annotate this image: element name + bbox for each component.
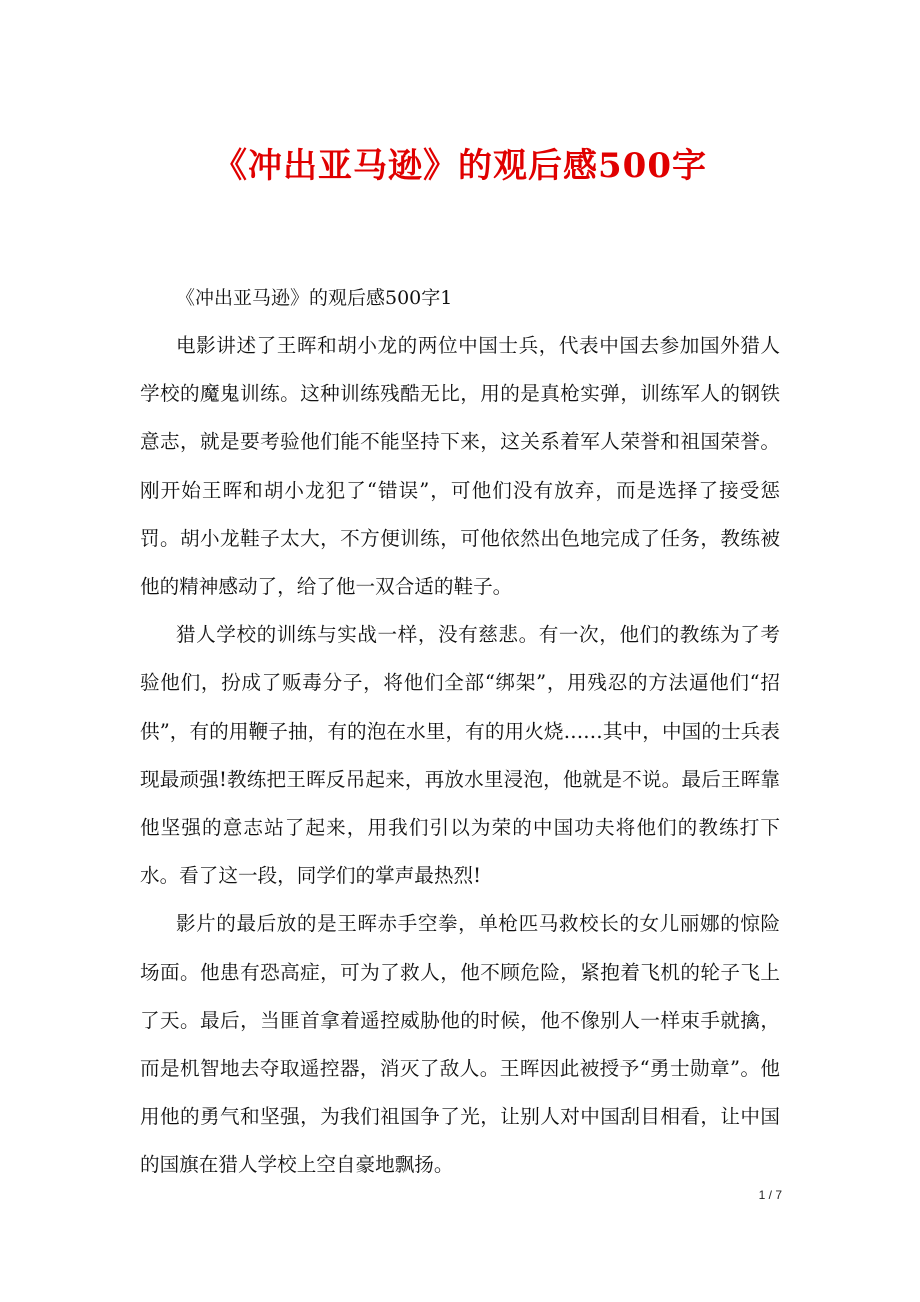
- document-body: [140, 274, 780, 1190]
- page-number: 1 / 7: [758, 1188, 782, 1202]
- page-title: 《冲出亚马逊》的观后感500字: [213, 146, 707, 186]
- paragraph-3: 影片的最后放的是王晖赤手空拳，单枪匹马救校长的女儿丽娜的惊险场面。他患有恐高症，可为了救人，他不顾危险，紧抱着飞机的轮子飞上了天。最后，当匪首拿着遥控威胁他的时候，他不像别人一样束手就擒，而是机智地去夺取遥控器，消灭了敌人。王晖因此被授予“勇士勋章”。他用他的勇气和坚强，为我们祖国争了光，让别人对中国刮目相看，让中国的国旗在猎人学校上空自豪地飘扬。: [140, 912, 780, 1177]
- paragraph-1: 电影讲述了王晖和胡小龙的两位中国士兵，代表中国去参加国外猎人学校的魔鬼训练。这种训练残酷无比，用的是真枪实弹，训练军人的钢铁意志，就是要考验他们能不能坚持下来，这关系着军人荣誉和祖国荣誉。刚开始王晖和胡小龙犯了“错误”，可他们没有放弃，而是选择了接受惩罚。胡小龙鞋子太大，不方便训练，可他依然出色地完成了任务，教练被他的精神感动了，给了他一双合适的鞋子。: [140, 334, 780, 599]
- paragraph-2: 猎人学校的训练与实战一样，没有慈悲。有一次，他们的教练为了考验他们，扮成了贩毒分子，将他们全部“绑架”，用残忍的方法逼他们“招供”，有的用鞭子抽，有的泡在水里，有的用火烧……其中，中国的士兵表现最顽强!教练把王晖反吊起来，再放水里浸泡，他就是不说。最后王晖靠他坚强的意志站了起来，用我们引以为荣的中国功夫将他们的教练打下水。看了这一段，同学们的掌声最热烈!: [140, 623, 780, 888]
- section-subtitle: 《冲出亚马逊》的观后感500字1: [176, 287, 453, 309]
